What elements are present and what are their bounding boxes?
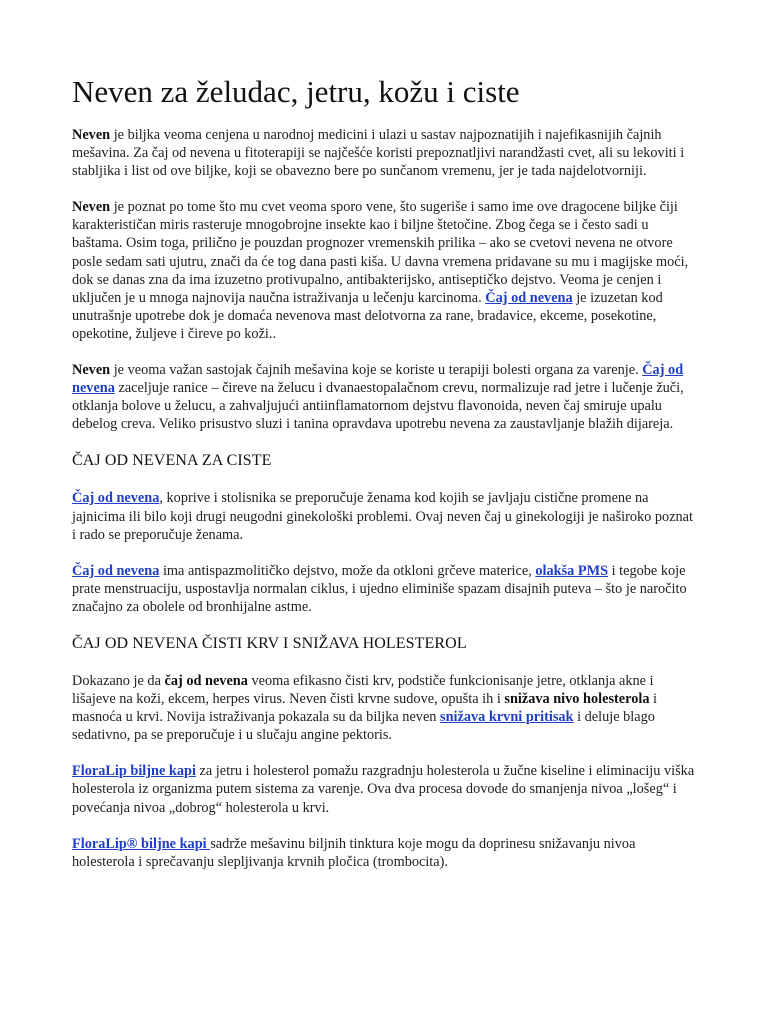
link-caj-od-nevena[interactable]: Čaj od nevena <box>72 362 684 397</box>
section-heading-ciste: ČAJ OD NEVENA ZA CISTE <box>72 452 272 470</box>
paragraph-floralip <box>72 762 698 816</box>
paragraph-floralip-2 <box>72 835 698 871</box>
bold-term: čaj od nevena <box>164 672 248 689</box>
section-heading-holesterol: ČAJ OD NEVENA ČISTI KRV I SNIŽAVA HOLESTEROL <box>72 634 467 652</box>
paragraph-ciste <box>72 489 698 543</box>
paragraph-text: sadrže mešavinu biljnih tinktura koje mogu da doprinesu snižavanju nivoa holesterola i sprečavanju slepljivanja krvnih pločica (trombocita). <box>72 835 636 870</box>
paragraph-text: i tegobe koje prate menstruaciju, uspostavlja normalan ciklus, i ujedno eliminiše spazam disajnih puteva – što je naročito značajno za obolele od bronhijalne astme. <box>72 562 687 615</box>
paragraph-text: je izuzetan kod unutrašnje upotrebe dok je domaća nevenova mast delotvorna za rane, bradavice, ekceme, posekotine, opekotine, žuljeve i čireve po koži.. <box>72 289 663 342</box>
paragraph-blood <box>72 672 698 744</box>
paragraph-text: , koprive i stolisnika se preporučuje ženama kod kojih se javljaju cistične promene na jajnicima ili bilo koji drugi neugodni ginekološki problemi. Ovaj neven čaj u ginekologiji je naširoko poznat i rado se preporučuje ženama. <box>72 490 693 543</box>
paragraph-text: Dokazano je da <box>72 672 165 689</box>
paragraph-digestion <box>72 361 698 433</box>
paragraph-text: i deluje blago sedativno, pa se preporučuje i u slučaju angine pektoris. <box>72 709 655 744</box>
page-title: Neven za želudac, jetru, kožu i ciste <box>72 74 520 109</box>
link-caj-od-nevena[interactable]: Čaj od nevena <box>72 562 160 579</box>
bold-term: Neven <box>72 362 111 379</box>
link-caj-od-nevena[interactable]: Čaj od nevena <box>72 490 160 507</box>
paragraph-pms <box>72 562 698 616</box>
paragraph-text: za jetru i holesterol pomažu razgradnju holesterola u žučne kiseline i eliminaciju viška holesterola iz organizma putem sistema za varenje. Ova dva procesa dovode do smanjenja nivoa „lošeg“ i povećanja nivoa „dobrog“ holesterola u krvi. <box>72 763 695 816</box>
paragraph-text: veoma efikasno čisti krv, podstiče funkcionisanje jetre, otklanja akne i lišajeve na koži, ekcem, herpes virus. Neven čisti krvne sudove, opušta ih i <box>72 672 654 708</box>
link-floralip-biljne-kapi[interactable]: FloraLip biljne kapi <box>72 763 196 780</box>
link-snizava-krvni-pritisak[interactable]: snižava krvni pritisak <box>440 709 574 726</box>
link-floralip-biljne-kapi-2[interactable]: FloraLip® biljne kapi <box>72 835 211 852</box>
link-olaksa-pms[interactable]: olakša PMS <box>535 562 609 579</box>
paragraph-flower <box>72 198 698 343</box>
bold-term: snižava nivo holesterola <box>504 691 650 708</box>
paragraph-intro <box>72 126 698 180</box>
bold-term: Neven <box>72 127 111 143</box>
bold-term: Neven <box>72 199 111 216</box>
paragraph-text: je poznat po tome što mu cvet veoma sporo vene, što sugeriše i samo ime ove dragocene biljke čiji karakterističan miris rasteruje mnogobrojne insekte kao i biljne štetočine. Zbog čega se i često sadi u baštama. Osim toga, prilično je pouzdan prognozer vremenskih prilika – ako se cvetovi nevena ne otvore posle sedam sati ujutru, znači da će tog dana pasti kiša. U davna vremena pridavane su mu i magijske moći, dok se danas zna da ima izuzetno protivupalno, antibakterijsko, antiseptičko dejstvo. Veoma je cenjen i uključen je u mnoga najnovija naučna istraživanja u lečenju karcinoma. <box>72 199 689 306</box>
paragraph-text: je veoma važan sastojak čajnih mešavina koje se koriste u terapiji bolesti organa za varenje. <box>110 362 643 379</box>
link-caj-od-nevena[interactable]: Čaj od nevena <box>485 289 573 306</box>
paragraph-text: ima antispazmolitičko dejstvo, može da otkloni grčeve materice, <box>159 562 536 579</box>
paragraph-text: i masnoća u krvi. Novija istraživanja pokazala su da biljka neven <box>72 691 658 726</box>
paragraph-text: je biljka veoma cenjena u narodnoj medicini i ulazi u sastav najpoznatijih i najefikasnijih čajnih mešavina. Za čaj od nevena u fitoterapiji se najčešće koristi prepoznatljivi narandžasti cvet, ali su lekoviti i stabljika i list od ove biljke, koji se obavezno bere po sunčanom vremenu, jer je tada najdelotvorniji. <box>72 127 685 180</box>
paragraph-text: zaceljuje ranice – čireve na želucu i dvanaestopalačnom crevu, normalizuje rad jetre i lučenje žuči, otklanja bolove u želucu, a zahvaljujući antiinflamatornom dejstvu flavonoida, neven čaj smiruje upalu debelog creva. Veliko prisustvo sluzi i tanina opravdava upotrebu nevena za zaustavljanje blažih dijareja. <box>72 380 684 433</box>
